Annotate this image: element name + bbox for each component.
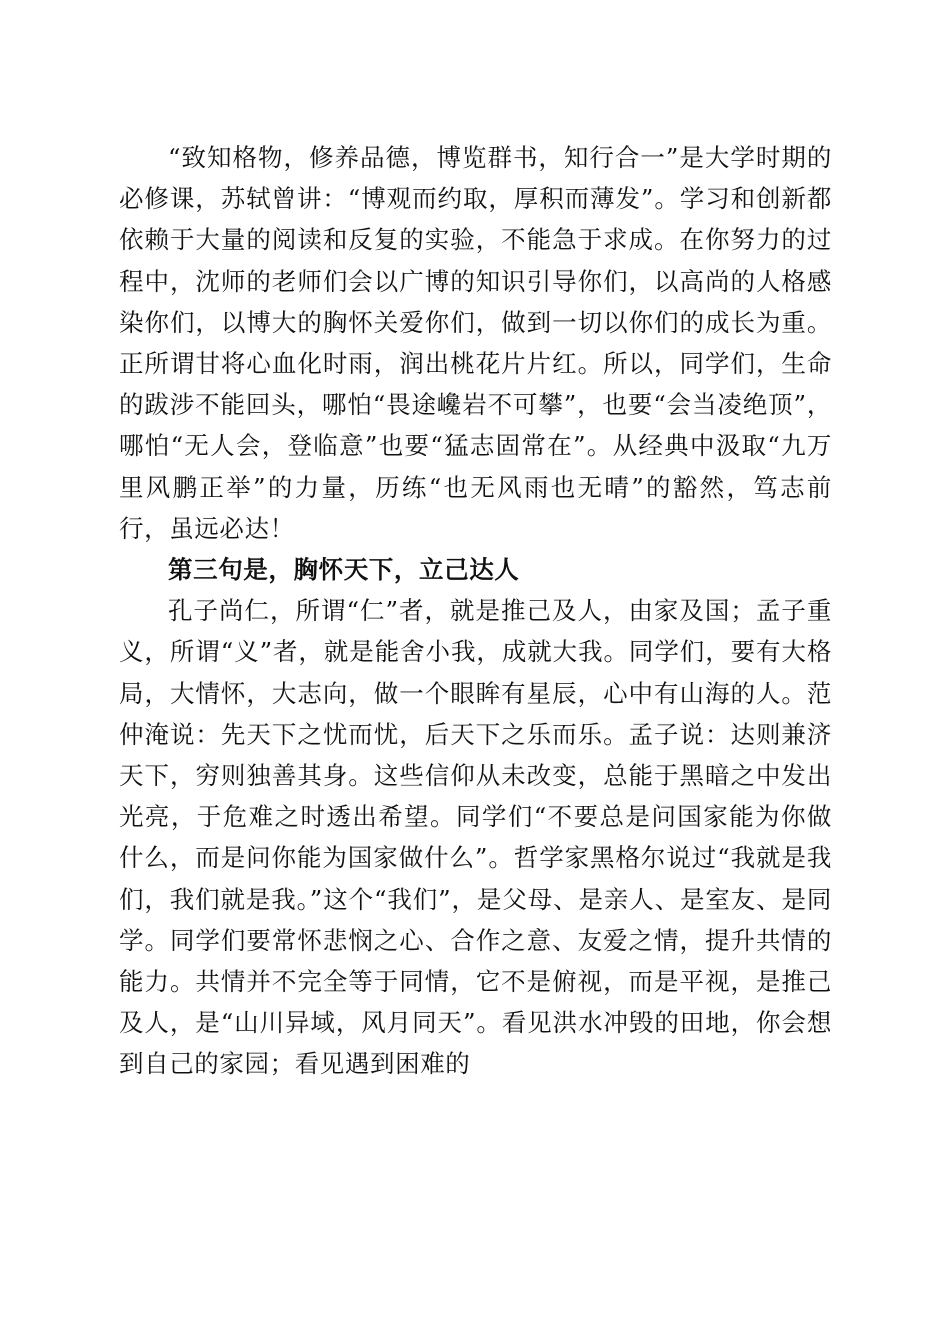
paragraph-2: 孔子尚仁，所谓“仁”者，就是推己及人，由家及国；孟子重义，所谓“义”者，就是能舍小我，成就大我。同学们，要有大格局，大情怀，大志向，做一个眼眸有星辰，心中有山海的人。范仲淹说：先天下之忧而忧，后天下之乐而乐。孟子说：达则兼济天下，穷则独善其身。这些信仰从未改变，总能于黑暗之中发出光亮，于危难之时透出希望。同学们“不要总是问国家能为你做什么，而是问你能为国家做什么”。哲学家黑格尔说过“我就是我们，我们就是我。”这个“我们”，是父母、是亲人、是室友、是同学。同学们要常怀悲悯之心、合作之意、友爱之情，提升共情的能力。共情并不完全等于同情，它不是俯视，而是平视，是推己及人，是“山川异域，风月同天”。看见洪水冲毁的田地，你会想到自己的家园；看见遇到困难的 — [119, 596, 832, 1079]
section-heading: 第三句是，胸怀天下，立己达人 — [168, 555, 520, 585]
document-body — [119, 137, 832, 1085]
paragraph-1: “致知格物，修养品德，博览群书，知行合一”是大学时期的必修课，苏轼曾讲：“博观而约取，厚积而薄发”。学习和创新都依赖于大量的阅读和反复的实验，不能急于求成。在你努力的过程中，沈师的老师们会以广博的知识引导你们，以高尚的人格感染你们，以博大的胸怀关爱你们，做到一切以你们的成长为重。正所谓甘将心血化时雨，润出桃花片片红。所以，同学们，生命的跋涉不能回头，哪怕“畏途巉岩不可攀”，也要“会当凌绝顶”，哪怕“无人会，登临意”也要“猛志固常在”。从经典中汲取“九万里风鹏正举”的力量，历练“也无风雨也无晴”的豁然，笃志前行，虽远必达！ — [119, 143, 832, 543]
